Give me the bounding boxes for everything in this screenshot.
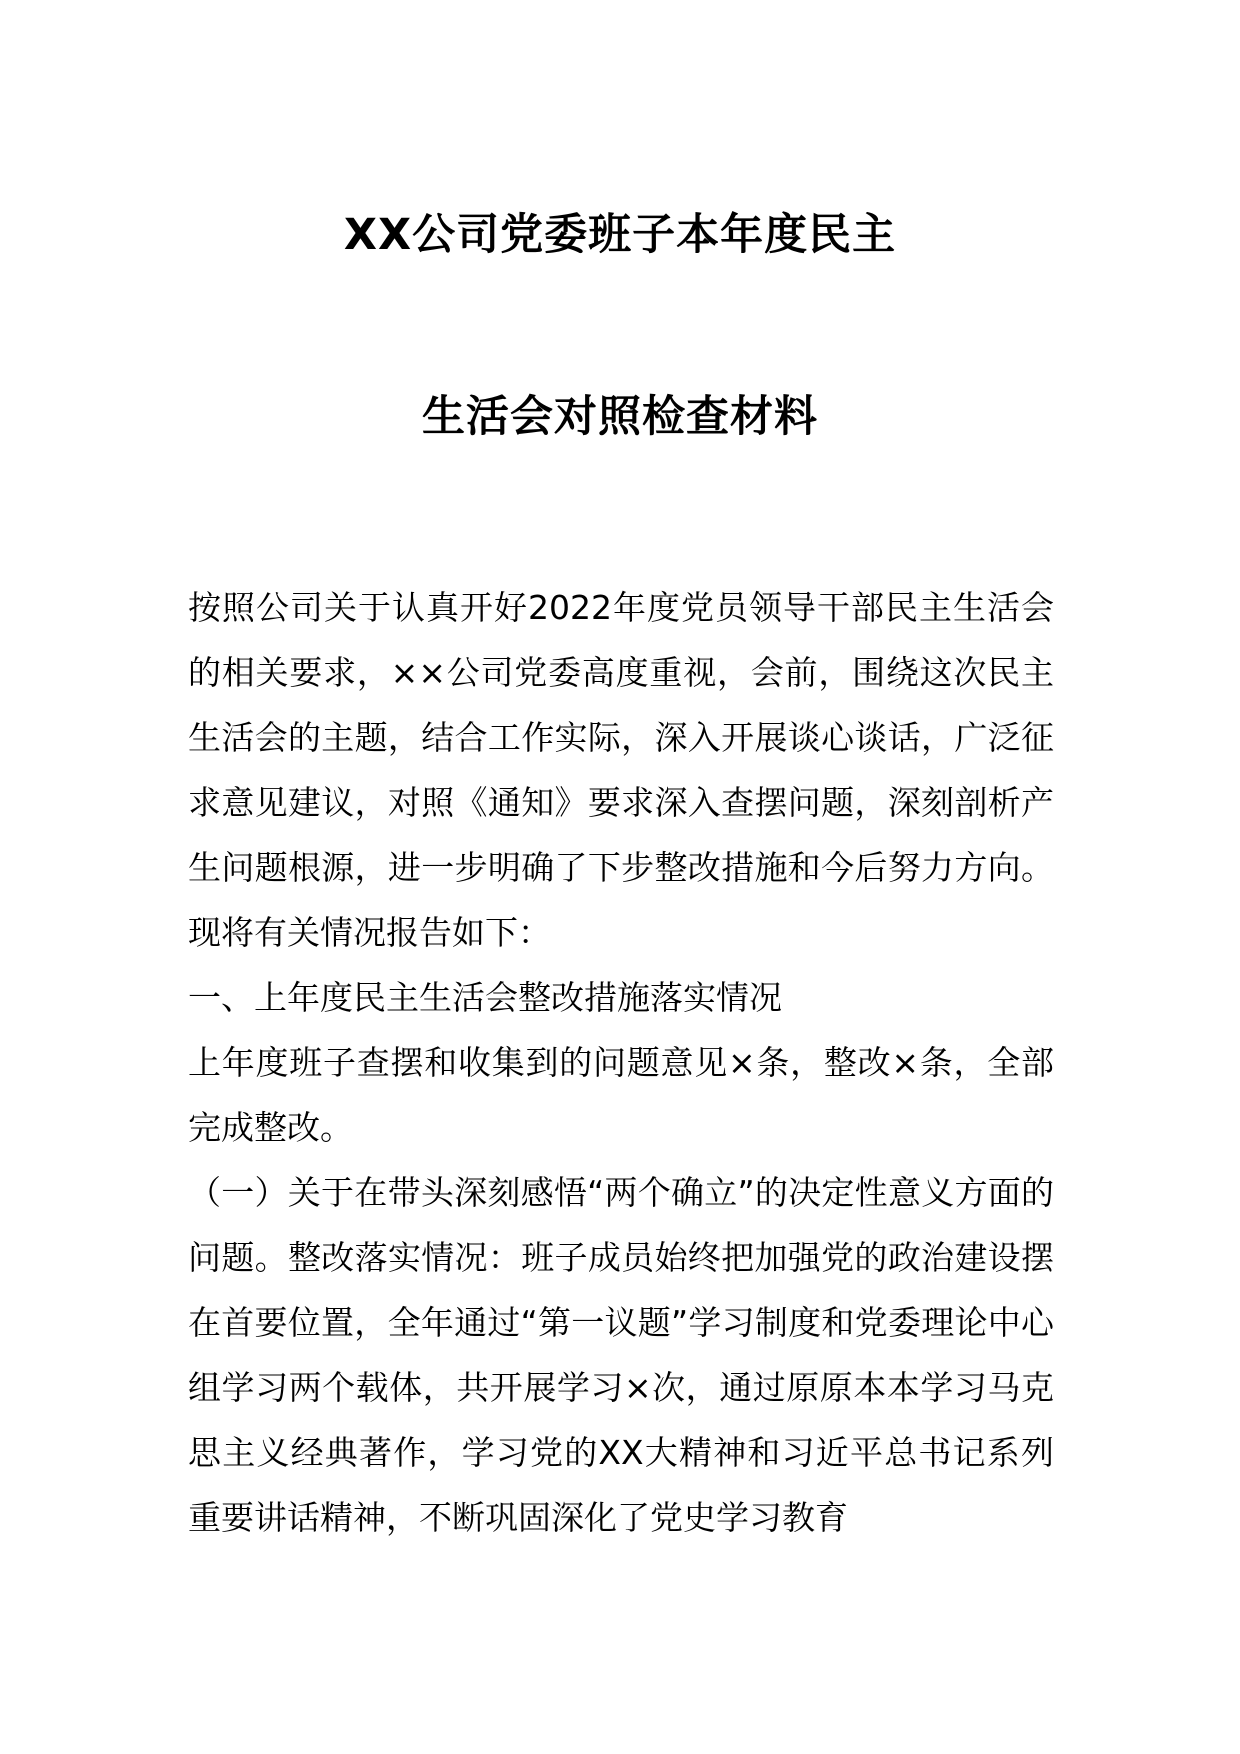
subsection-paragraph: （一）关于在带头深刻感悟“两个确立”的决定性意义方面的问题。整改落实情况：班子成员始终把加强党的政治建设摆在首要位置，全年通过“第一议题”学习制度和党委理论中心组学习两个载体，共开展学习×次，通过原原本本学习马克思主义经典著作，学习党的XX大精神和习近平总书记系列重要讲话精神，不断巩固深化了党史学习教育 bbox=[188, 1173, 1054, 1537]
summary-paragraph: 上年度班子查摆和收集到的问题意见×条，整改×条，全部完成整改。 bbox=[188, 1043, 1054, 1147]
document-body bbox=[188, 575, 1054, 1550]
document-title-line-2: 生活会对照检查材料 bbox=[422, 392, 818, 442]
document-title-line-1: XX公司党委班子本年度民主 bbox=[343, 210, 897, 260]
intro-paragraph: 按照公司关于认真开好2022年度党员领导干部民主生活会的相关要求，××公司党委高度重视，会前，围绕这次民主生活会的主题，结合工作实际，深入开展谈心谈话，广泛征求意见建议，对照《通知》要求深入查摆问题，深刻剖析产生问题根源，进一步明确了下步整改措施和今后努力方向。现将有关情况报告如下： bbox=[188, 588, 1054, 952]
section-heading: 一、上年度民主生活会整改措施落实情况 bbox=[188, 978, 782, 1017]
